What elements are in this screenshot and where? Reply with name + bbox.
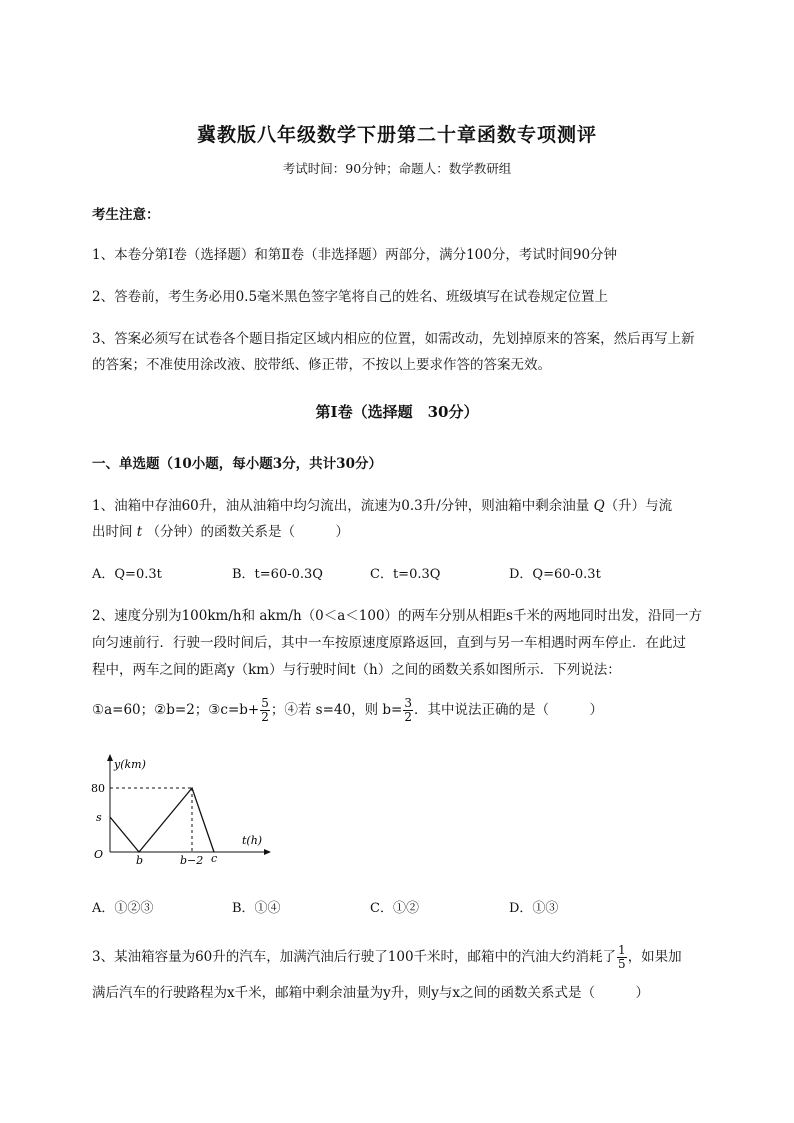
- document-subtitle: 考试时间：90分钟；命题人：数学教研组: [282, 161, 512, 176]
- q2-option-d[interactable]: D．①③: [509, 901, 559, 916]
- q3-line2: 满后汽车的行驶路程为x千米，邮箱中剩余油量为y升，则y与x之间的函数关系式是（ ）: [92, 985, 649, 1001]
- q2-stmt-a: ①a=60；②b=2；③c=b+: [92, 702, 260, 718]
- note-item-3: 3、答案必须写在试卷各个题目指定区域内相应的位置，如需改动，先划掉原来的答案，然后再写上新: [92, 331, 695, 347]
- q1-var-q: Q: [593, 498, 605, 514]
- note-item-2: 2、答卷前，考生务必用0.5毫米黑色签字笔将自己的姓名、班级填写在试卷规定位置上: [92, 289, 609, 305]
- y-tick-80: 80: [91, 782, 105, 795]
- q2-option-c[interactable]: C．①②: [370, 901, 419, 916]
- q1-text-d: （分钟）的函数关系是（ ）: [146, 524, 350, 540]
- q3-line1: [92, 944, 682, 971]
- q1-text-a: 1、油箱中存油60升，油从油箱中均匀流出，流速为0.3升/分钟，则油箱中剩余油量: [92, 498, 590, 514]
- q3-text-a: 3、某油箱容量为60升的汽车，加满汽油后行驶了100千米时，邮箱中的汽油大约消耗了: [92, 949, 617, 965]
- origin-label: O: [94, 848, 104, 861]
- q1-text-b: （升）与流: [604, 498, 673, 514]
- q2-option-a[interactable]: A．①②③: [92, 901, 154, 916]
- q1-option-b[interactable]: B．t=60-0.3Q: [232, 567, 323, 582]
- document-title: 冀教版八年级数学下册第二十章函数专项测评: [196, 124, 597, 146]
- q2-option-b[interactable]: B．①④: [232, 901, 281, 916]
- note-item-3-cont: 的答案；不准使用涂改液、胶带纸、修正带，不按以上要求作答的答案无效。: [92, 357, 551, 373]
- q2-line1: 2、速度分别为100km/h和 akm/h（0＜a＜100）的两车分别从相距s千米的两地同时出发，沿同一方: [92, 608, 702, 624]
- q2-line2: 向匀速前行．行驶一段时间后，其中一车按原速度原路返回，直到与另一车相遇时两车停止．在此过: [92, 635, 686, 651]
- q1-line1: [92, 494, 672, 514]
- q2-graph: [88, 752, 278, 867]
- notes-heading: 考生注意：: [92, 207, 160, 223]
- q2-fraction-5-2: $\frac{5}{2}$: [261, 696, 269, 724]
- part-heading: 一、单选题（10小题，每小题3分，共计30分）: [92, 456, 382, 472]
- q1-var-t: t: [136, 524, 143, 540]
- x-tick-b: b: [136, 854, 144, 867]
- q1-option-a[interactable]: A．Q=0.3t: [92, 567, 162, 582]
- function-graph: [110, 788, 214, 852]
- q3-text-b: ，如果加: [627, 949, 682, 965]
- q1-option-c[interactable]: C．t=0.3Q: [370, 567, 441, 582]
- y-axis-label: y(km): [114, 758, 146, 771]
- y-tick-s: s: [96, 811, 102, 824]
- q1-option-d[interactable]: D．Q=60-0.3t: [509, 567, 601, 582]
- q2-line3: 程中，两车之间的距离y（km）与行驶时间t（h）之间的函数关系如图所示．下列说法：: [92, 662, 621, 678]
- x-tick-b-minus-2: b−2: [180, 854, 204, 867]
- section-title: 第I卷（选择题 30分）: [315, 403, 479, 421]
- x-axis-arrow-icon: [264, 849, 271, 855]
- q1-text-c: 出时间: [92, 524, 133, 540]
- y-axis-arrow-icon: [107, 754, 113, 761]
- x-tick-c: c: [211, 852, 218, 865]
- q2-stmt-c: ．其中说法正确的是（ ）: [413, 702, 603, 718]
- q2-statements: [92, 697, 603, 724]
- note-item-1: 1、本卷分第I卷（选择题）和第Ⅱ卷（非选择题）两部分，满分100分，考试时间90分钟: [92, 247, 618, 263]
- x-axis-label: t(h): [242, 834, 263, 847]
- q2-stmt-b: ；④若 s=40，则 b=: [270, 702, 403, 718]
- q2-fraction-3-2: $\frac{3}{2}$: [404, 696, 412, 724]
- q1-line2: [92, 520, 349, 540]
- q3-fraction-1-5: $\frac{1}{5}$: [618, 943, 626, 971]
